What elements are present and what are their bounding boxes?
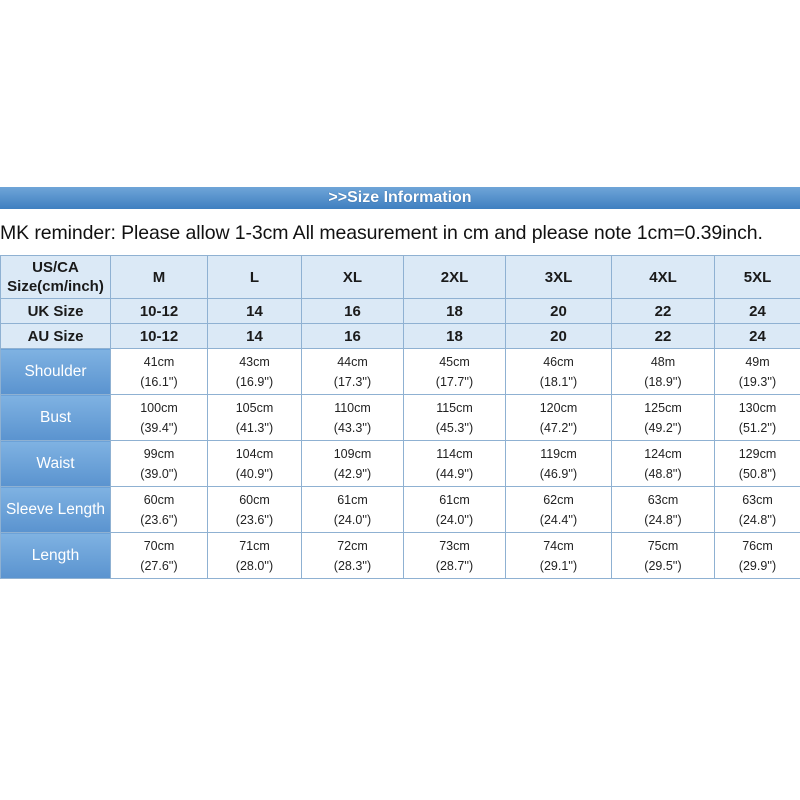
corner-line-1: US/CA (32, 259, 79, 276)
measure-cell (208, 487, 302, 533)
size-header-cell: 5XL (715, 256, 800, 299)
cm-value: 74cm (543, 538, 574, 553)
inch-value: (47.2'') (539, 420, 578, 435)
cm-value: 114cm (436, 446, 473, 461)
cm-value: 100cm (140, 400, 178, 415)
measurement-reminder: MK reminder: Please allow 1-3cm All measurement in cm and please note 1cm=0.39inch. (0, 222, 763, 244)
measure-cell (111, 487, 208, 533)
au-size-cell: 16 (302, 324, 404, 349)
inch-value: (29.9'') (738, 558, 777, 573)
measure-cell (612, 349, 715, 395)
size-header-cell: 2XL (404, 256, 506, 299)
cm-value: 61cm (337, 492, 368, 507)
measure-cell (506, 533, 612, 579)
inch-value: (23.6'') (235, 512, 274, 527)
inch-value: (48.8'') (644, 466, 682, 481)
cm-value: 48m (650, 354, 676, 369)
au-size-label: AU Size (1, 324, 111, 349)
measure-cell (404, 395, 506, 441)
cm-value: 129cm (738, 446, 777, 461)
uk-size-cell: 20 (506, 299, 612, 324)
measure-cell (715, 441, 800, 487)
inch-value: (18.9'') (644, 374, 682, 389)
measure-cell (208, 349, 302, 395)
measure-cell (111, 349, 208, 395)
sleeve-length-row (1, 487, 800, 533)
measure-cell (506, 349, 612, 395)
measure-cell (111, 441, 208, 487)
measure-cell (302, 349, 404, 395)
inch-value: (39.0'') (140, 466, 178, 481)
uk-size-cell: 16 (302, 299, 404, 324)
inch-value: (27.6'') (140, 558, 178, 573)
cm-value: 124cm (644, 446, 682, 461)
size-header-cell: L (208, 256, 302, 299)
inch-value: (28.3'') (333, 558, 372, 573)
measure-cell (612, 441, 715, 487)
measure-cell (612, 533, 715, 579)
inch-value: (24.0'') (333, 512, 372, 527)
inch-value: (24.0'') (435, 512, 474, 527)
bust-row (1, 395, 800, 441)
inch-value: (50.8'') (738, 466, 777, 481)
cm-value: 46cm (543, 354, 574, 369)
inch-value: (29.1'') (539, 558, 578, 573)
inch-value: (43.3'') (333, 420, 372, 435)
inch-value: (46.9'') (539, 466, 578, 481)
measure-cell (506, 441, 612, 487)
corner-line-2: Size(cm/inch) (7, 278, 104, 295)
measure-cell (302, 441, 404, 487)
inch-value: (16.9'') (235, 374, 274, 389)
cm-value: 43cm (239, 354, 270, 369)
size-header-cell: XL (302, 256, 404, 299)
measure-cell (404, 487, 506, 533)
cm-value: 70cm (143, 538, 175, 553)
measure-cell (302, 395, 404, 441)
cm-value: 61cm (439, 492, 470, 507)
cm-value: 104cm (235, 446, 274, 461)
cm-value: 63cm (647, 492, 679, 507)
cm-value: 75cm (647, 538, 679, 553)
cm-value: 60cm (143, 492, 175, 507)
measure-cell (506, 487, 612, 533)
measure-cell (715, 395, 800, 441)
measure-cell (302, 533, 404, 579)
inch-value: (24.4'') (539, 512, 578, 527)
inch-value: (28.0'') (235, 558, 274, 573)
inch-value: (29.5'') (644, 558, 682, 573)
cm-value: 73cm (439, 538, 470, 553)
measure-cell (715, 349, 800, 395)
inch-value: (40.9'') (235, 466, 274, 481)
measure-cell (208, 533, 302, 579)
measure-cell (208, 395, 302, 441)
size-chart-table (0, 255, 800, 579)
inch-value: (24.8'') (644, 512, 682, 527)
au-size-cell: 18 (404, 324, 506, 349)
au-size-cell: 14 (208, 324, 302, 349)
uk-size-label: UK Size (1, 299, 111, 324)
measure-cell (404, 441, 506, 487)
cm-value: 105cm (235, 400, 274, 415)
measure-label-waist: Waist (1, 441, 111, 487)
cm-value: 45cm (439, 354, 470, 369)
cm-value: 72cm (337, 538, 368, 553)
measure-cell (111, 395, 208, 441)
inch-value: (19.3'') (738, 374, 777, 389)
uk-size-cell: 14 (208, 299, 302, 324)
cm-value: 125cm (644, 400, 682, 415)
inch-value: (41.3'') (235, 420, 274, 435)
inch-value: (17.7'') (435, 374, 474, 389)
inch-value: (28.7'') (435, 558, 474, 573)
cm-value: 76cm (742, 538, 773, 553)
au-size-cell: 24 (715, 324, 800, 349)
size-header-cell: 3XL (506, 256, 612, 299)
measure-cell (715, 487, 800, 533)
cm-value: 120cm (539, 400, 578, 415)
cm-value: 41cm (143, 354, 175, 369)
au-size-row (1, 324, 800, 349)
measure-cell (506, 395, 612, 441)
au-size-cell: 20 (506, 324, 612, 349)
uk-size-cell: 24 (715, 299, 800, 324)
shoulder-row (1, 349, 800, 395)
inch-value: (44.9'') (435, 466, 474, 481)
inch-value: (24.8'') (738, 512, 777, 527)
inch-value: (45.3'') (435, 420, 474, 435)
inch-value: (18.1'') (539, 374, 578, 389)
measure-cell (208, 441, 302, 487)
length-row (1, 533, 800, 579)
cm-value: 119cm (540, 446, 577, 461)
uk-size-cell: 10-12 (111, 299, 208, 324)
au-size-cell: 10-12 (111, 324, 208, 349)
cm-value: 115cm (436, 400, 473, 415)
measure-cell (612, 487, 715, 533)
measure-label-sleeve-length: Sleeve Length (1, 487, 111, 533)
measure-cell (111, 533, 208, 579)
measure-cell (404, 533, 506, 579)
cm-value: 49m (745, 354, 770, 369)
uk-size-cell: 18 (404, 299, 506, 324)
inch-value: (51.2'') (738, 420, 777, 435)
cm-value: 60cm (239, 492, 270, 507)
cm-value: 63cm (742, 492, 773, 507)
inch-value: (23.6'') (140, 512, 178, 527)
measure-label-bust: Bust (1, 395, 111, 441)
size-header-cell: M (111, 256, 208, 299)
cm-value: 110cm (334, 400, 371, 415)
au-size-cell: 22 (612, 324, 715, 349)
cm-value: 62cm (543, 492, 574, 507)
measure-cell (612, 395, 715, 441)
uk-size-row (1, 299, 800, 324)
inch-value: (16.1'') (140, 374, 178, 389)
size-header-row (1, 256, 800, 299)
measure-cell (302, 487, 404, 533)
inch-value: (39.4'') (140, 420, 178, 435)
cm-value: 109cm (333, 446, 372, 461)
size-header-cell: 4XL (612, 256, 715, 299)
size-corner-header (1, 256, 111, 299)
measure-cell (715, 533, 800, 579)
cm-value: 130cm (738, 400, 777, 415)
cm-value: 99cm (143, 446, 175, 461)
inch-value: (49.2'') (644, 420, 682, 435)
cm-value: 71cm (239, 538, 270, 553)
measure-cell (404, 349, 506, 395)
cm-value: 44cm (337, 354, 368, 369)
waist-row (1, 441, 800, 487)
inch-value: (17.3'') (333, 374, 372, 389)
inch-value: (42.9'') (333, 466, 372, 481)
uk-size-cell: 22 (612, 299, 715, 324)
measure-label-shoulder: Shoulder (1, 349, 111, 395)
measure-label-length: Length (1, 533, 111, 579)
size-info-banner: >>Size Information (0, 187, 800, 209)
